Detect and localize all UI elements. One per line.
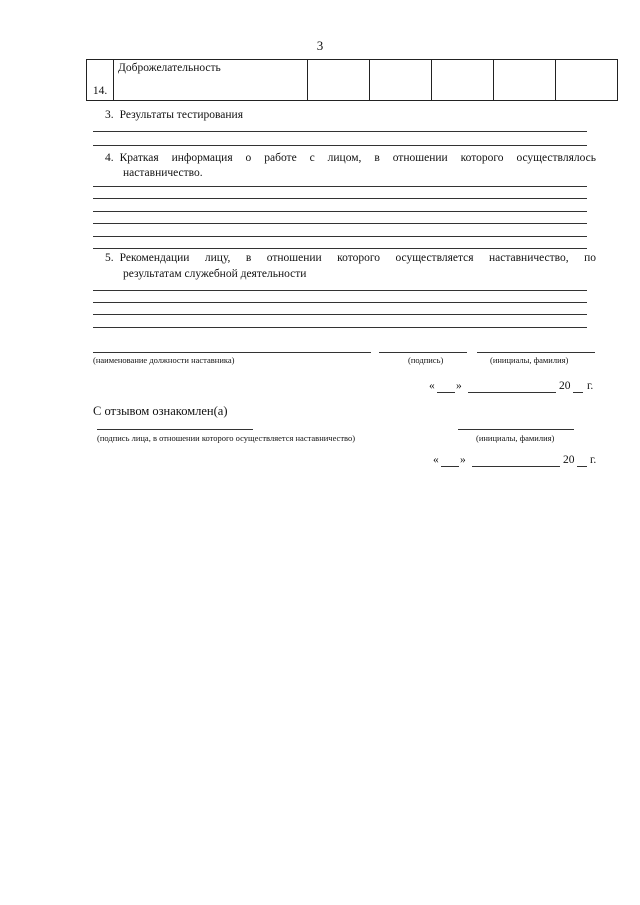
- section-4-line-1: [105, 150, 596, 166]
- score-cell-1[interactable]: [308, 60, 370, 101]
- mentor-position-caption: (наименование должности наставника): [93, 355, 235, 365]
- mentor-name-caption: (инициалы, фамилия): [490, 355, 569, 365]
- ack-date-year-suffix: г.: [590, 454, 597, 466]
- mentor-date-year-line[interactable]: [573, 392, 583, 393]
- mentor-position-line[interactable]: [93, 352, 371, 353]
- page-number: 3: [316, 38, 324, 53]
- ack-name-line[interactable]: [458, 429, 574, 430]
- acknowledgement-title: С отзывом ознакомлен(а): [93, 404, 228, 418]
- answer-line-4c[interactable]: [93, 211, 587, 212]
- answer-line-4e[interactable]: [93, 236, 587, 237]
- criteria-table: [86, 59, 618, 101]
- section-5-line-1: [105, 250, 596, 266]
- ack-name-caption: (инициалы, фамилия): [476, 433, 555, 443]
- ack-signature-line[interactable]: [97, 429, 253, 430]
- answer-line-5d[interactable]: [93, 327, 587, 328]
- mentor-signature-caption: (подпись): [408, 355, 444, 365]
- mentor-date-year-prefix: 20: [559, 380, 571, 392]
- answer-line-4d[interactable]: [93, 223, 587, 224]
- section-4-text-1: Краткая информация о работе с лицом, в отношении которого осуществлялось: [119, 152, 596, 164]
- mentor-date-month-line[interactable]: [468, 392, 556, 393]
- score-cell-4[interactable]: [494, 60, 556, 101]
- section-3-title: Результаты тестирования: [119, 109, 243, 121]
- row-number: 14.: [87, 60, 114, 101]
- answer-line-4a[interactable]: [93, 186, 587, 187]
- section-5-number: 5.: [105, 252, 114, 264]
- section-3-heading: [105, 107, 243, 123]
- score-cell-2[interactable]: [370, 60, 432, 101]
- ack-date-year-prefix: 20: [563, 454, 575, 466]
- ack-date-month-line[interactable]: [472, 466, 560, 467]
- mentor-date-day-open: «: [429, 380, 435, 392]
- ack-signature-caption: (подпись лица, в отношении которого осуществляется наставничество): [97, 433, 356, 443]
- section-3-number: 3.: [105, 109, 114, 121]
- mentor-date-day-line[interactable]: [437, 392, 455, 393]
- answer-line-4b[interactable]: [93, 198, 587, 199]
- mentor-date-day-close: »: [456, 380, 462, 392]
- ack-date-day-line[interactable]: [441, 466, 459, 467]
- mentor-date-year-suffix: г.: [587, 380, 594, 392]
- section-5-text-1: Рекомендации лицу, в отношении которого осуществляется наставничество, по: [119, 252, 596, 264]
- section-5-text-2: результатам служебной деятельности: [123, 268, 307, 280]
- mentor-signature-line[interactable]: [379, 352, 467, 353]
- answer-line-5c[interactable]: [93, 314, 587, 315]
- answer-line-5a[interactable]: [93, 290, 587, 291]
- mentor-name-line[interactable]: [477, 352, 595, 353]
- answer-line-5b[interactable]: [93, 302, 587, 303]
- section-4-text-2: наставничество.: [123, 167, 203, 179]
- score-cell-3[interactable]: [432, 60, 494, 101]
- ack-date-day-close: »: [460, 454, 466, 466]
- answer-line-4f[interactable]: [93, 248, 587, 249]
- answer-line-3a[interactable]: [93, 131, 587, 132]
- answer-line-3b[interactable]: [93, 145, 587, 146]
- table-row: [87, 60, 618, 101]
- section-4-number: 4.: [105, 152, 114, 164]
- score-cell-5[interactable]: [556, 60, 618, 101]
- ack-date-year-line[interactable]: [577, 466, 587, 467]
- criterion-name: Доброжелательность: [114, 60, 308, 101]
- ack-date-day-open: «: [433, 454, 439, 466]
